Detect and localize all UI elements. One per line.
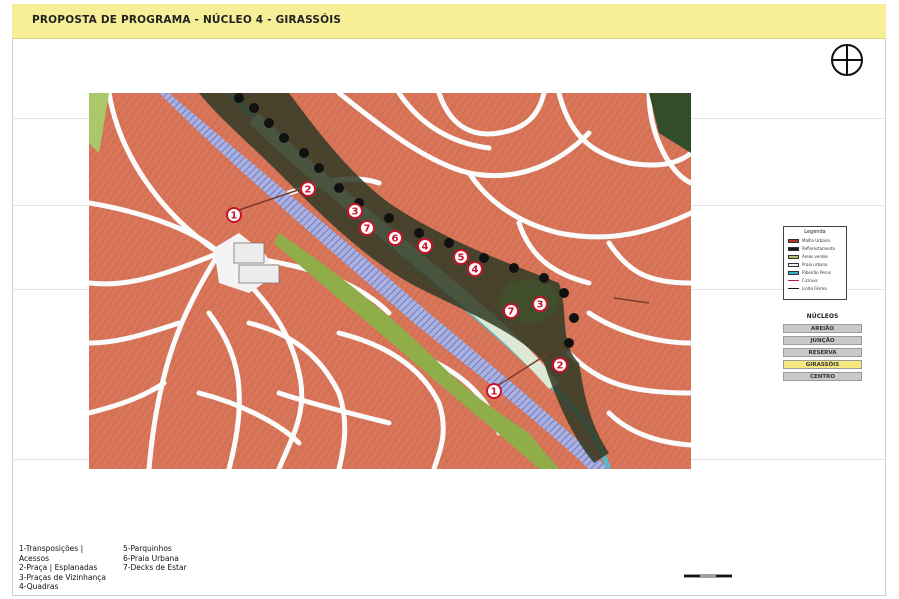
legend-line [788,288,799,289]
legend-item [788,278,818,283]
program-list-col1 [19,544,106,592]
legend-label: Linha Férrea [802,286,827,291]
program-item: 2-Praça | Esplanadas [19,563,98,572]
program-marker-label: 2 [304,184,312,196]
program-marker-label: 1 [230,210,238,222]
program-item: Acessos [19,553,50,563]
program-marker-label: 7 [507,306,515,318]
nucleo-centro[interactable]: CENTRO [783,372,862,381]
title-bar [12,4,886,39]
legend-swatch [788,271,799,275]
legend-swatch [788,263,799,267]
nucleo-reserva[interactable]: RESERVA [783,348,862,357]
program-marker [487,384,501,398]
program-item: 4-Quadras [19,582,59,591]
program-item: 7-Decks de Estar [123,563,187,572]
legend-label: Reflorestamento [802,246,836,251]
legend-swatch [788,247,799,251]
program-marker-label: 4 [421,241,429,253]
page-title: PROPOSTA DE PROGRAMA - NÚCLEO 4 - GIRASSÓIS [32,14,342,26]
legend-label: Praia urbana [802,262,828,267]
legend-label: Ciclovia [802,278,818,283]
program-marker [301,182,315,196]
legend-swatch [788,255,799,259]
program-marker [533,297,547,311]
program-marker-label: 2 [556,360,564,372]
legend-swatch [788,239,799,243]
legend [783,226,847,300]
program-marker-label: 5 [457,252,465,264]
program-marker-label: 3 [351,206,359,218]
program-marker-label: 4 [471,264,479,276]
program-marker [227,208,241,222]
legend-item [788,246,835,251]
legend-item [788,270,831,275]
legend-label: Áreas verdes [802,254,829,259]
program-item: 1-Transposições | [19,544,84,553]
program-list-col2 [123,544,187,573]
site-plan-illustration [89,93,691,469]
program-item: 3-Praças de Vizinhança [19,572,106,582]
nucleo-juncao[interactable]: JUNÇÃO [783,336,862,345]
scale-bar [684,574,732,580]
nucleo-girassois[interactable]: GIRASSÓIS [783,360,862,369]
program-marker [418,239,432,253]
program-marker [553,358,567,372]
program-item: 5-Parquinhos [123,544,172,553]
nucleos-title: NÚCLEOS [806,313,839,320]
north-arrow-icon [830,43,864,77]
site-map [89,93,691,469]
legend-label: Ribeirão Perus [802,270,831,275]
program-marker-label: 7 [363,223,371,235]
program-item: 6-Praia Urbana [123,553,179,563]
program-marker [388,231,402,245]
legend-item [788,262,827,267]
program-marker [348,204,362,218]
program-marker-label: 3 [536,299,544,311]
legend-item [788,238,830,243]
program-marker [468,262,482,276]
legend-item [788,254,828,259]
nucleo-areiao[interactable]: AREIÃO [783,324,862,333]
program-marker [504,304,518,318]
program-marker [360,221,374,235]
legend-line [788,280,799,281]
program-marker-label: 1 [490,386,498,398]
program-marker [454,250,468,264]
legend-label: Malha Urbana [802,238,830,243]
legend-title: Legenda [804,229,826,235]
program-marker-label: 6 [391,233,399,245]
legend-item [788,286,827,291]
